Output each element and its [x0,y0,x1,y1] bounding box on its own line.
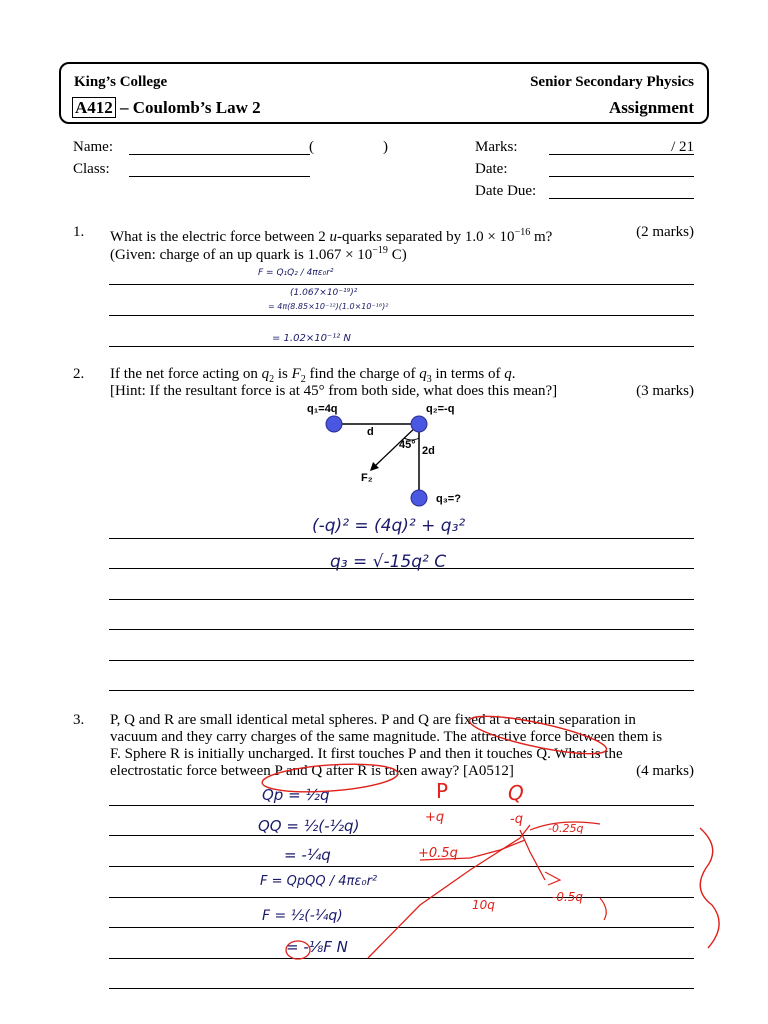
label-45: 45° [399,439,416,451]
marks-label: Marks: [475,139,518,155]
label-q1: q₁=4q [307,403,338,415]
q3-handwriting-2: QQ = ½(-½q) [258,817,360,835]
q2-number: 2. [73,366,85,382]
paren-close: ) [383,139,388,155]
class-label: Class: [73,161,110,177]
subject-name: Senior Secondary Physics [530,74,694,90]
marks-total: / 21 [671,139,694,155]
q1-given: (Given: charge of an up quark is $1.067 \times 10^{-19}$ C) [110,245,407,263]
label-d: d [367,426,374,438]
red-charge-4: -0.25q [548,822,584,835]
q3-handwriting-1: Qp = ½q [262,786,330,804]
q1-handwriting-2: (1.067×10⁻¹⁹)² [290,288,358,298]
q2-handwriting-2: q₃ = √-15q² C [330,552,447,572]
q3-handwriting-6: = -⅛F N [286,938,348,956]
q3-marks: (4 marks) [636,763,694,779]
q3-handwriting-3: = -¼q [284,846,331,864]
label-q3: q₃=? [436,493,461,505]
label-q2: q₂=-q [426,403,455,415]
red-charge-3: +0.5q [418,846,458,861]
q3-line-2: vacuum and they carry charges of the same magnitude. The attractive force between them is [110,729,663,745]
label-2d: 2d [422,445,435,457]
name-label: Name: [73,139,113,155]
label-F2: F₂ [361,472,373,484]
q1-number: 1. [73,224,85,240]
q3-line-1: P, Q and R are small identical metal spheres. P and Q are fixed at a certain separation in [110,712,636,728]
paren-open: ( [309,139,314,155]
red-charge-5: -0.5q [552,890,584,904]
doc-type: Assignment [608,98,694,117]
q3-number: 3. [73,712,85,728]
q3-handwriting-4: F = QpQQ / 4πε₀r² [260,874,378,889]
q2-handwriting-1: (-q)² = (4q)² + q₃² [312,516,466,536]
q3-line-3: F. Sphere R is initially uncharged. It first touches P and then it touches Q. What is the [110,746,623,762]
red-charge-6: 10q [472,898,495,912]
school-name: King’s College [74,74,168,90]
title-text: – Coulomb’s Law 2 [120,98,261,117]
q3-line-4: electrostatic force between P and Q after R is taken away? [A0512] [110,763,514,779]
q1-handwriting-1: F = Q₁Q₂ / 4πε₀r² [258,268,334,278]
q1-handwriting-4: = 1.02×10⁻¹² N [272,333,351,344]
assignment-code: A412 [72,97,116,118]
date-label: Date: [475,161,508,177]
red-label-Q: Q [508,781,524,805]
date-due-label: Date Due: [475,183,537,199]
red-charge-2: -q [510,812,523,827]
q3-handwriting-5: F = ½(-¼q) [262,908,343,924]
red-label-P: P [436,779,449,803]
q1-handwriting-3: = 4π(8.85×10⁻¹²)(1.0×10⁻¹⁶)² [268,302,389,311]
q1-marks: (2 marks) [636,224,694,240]
q2-hint: [Hint: If the resultant force is at 45° from both side, what does this mean?] [110,383,558,399]
q2-text: If the net force acting on $q_2$ is $F_2$ find the charge of $q_3$ in terms of q. [110,366,516,385]
red-charge-1: +q [425,810,445,825]
q2-marks: (3 marks) [636,383,694,399]
q1-text: What is the electric force between 2 u-quarks separated by $1.0 \times 10^{-16}$ m? [110,227,553,245]
